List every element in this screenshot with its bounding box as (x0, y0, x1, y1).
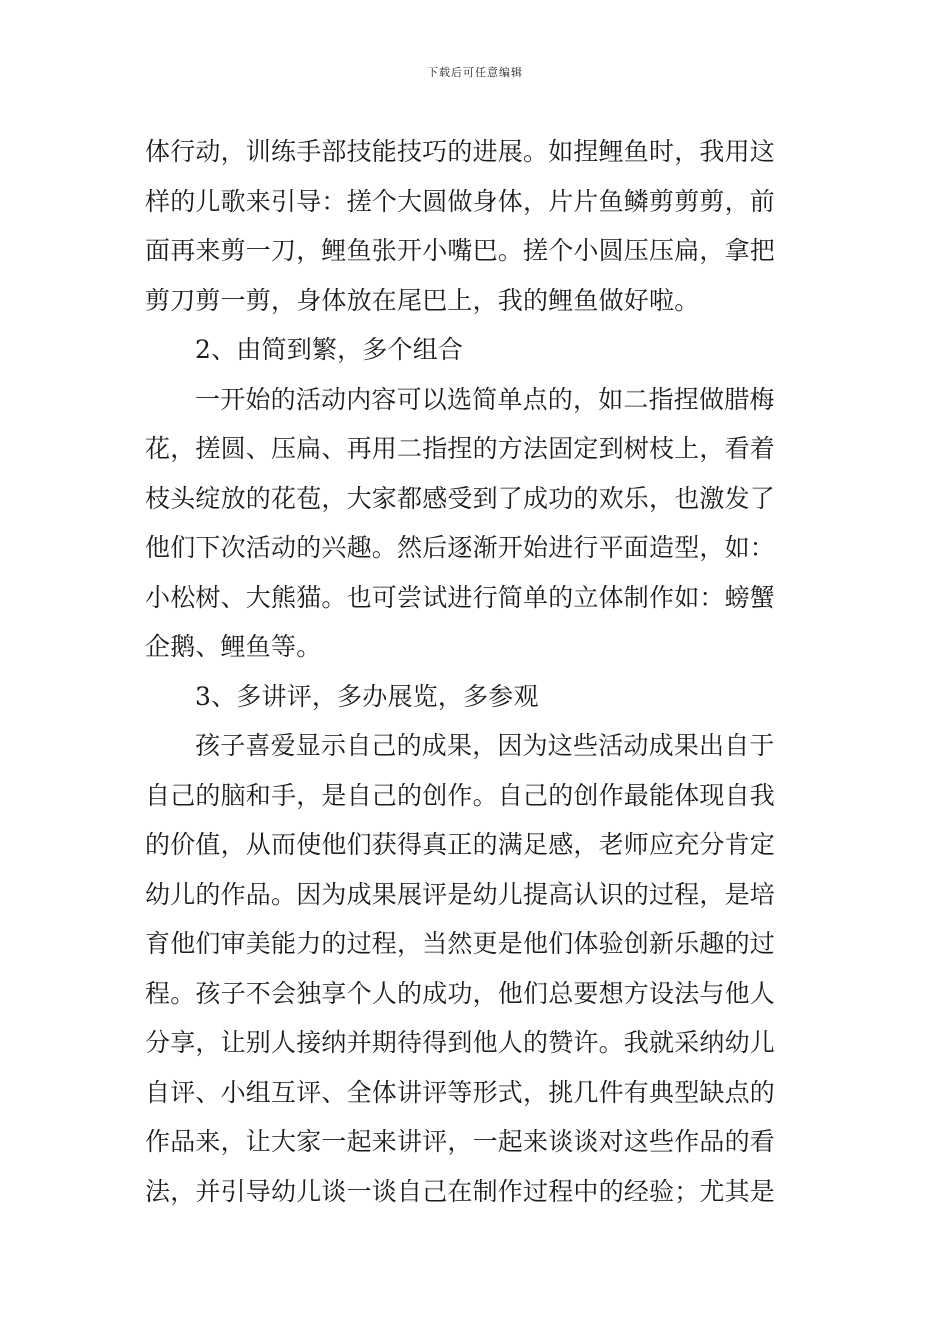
text-line: 体行动，训练手部技能技巧的进展。如捏鲤鱼时，我用这 (145, 137, 776, 166)
text-line: 自己的脑和手，是自己的创作。自己的创作最能体现自我 (145, 780, 776, 810)
page-header: 下载后可任意编辑 (427, 66, 523, 79)
section-heading: 3、多讲评，多办展览，多参观 (195, 681, 539, 711)
text-line: 企鹅、鲤鱼等。 (145, 632, 322, 661)
text-line: 小松树、大熊猫。也可尝试进行简单的立体制作如：螃蟹 (145, 582, 776, 612)
text-line: 幼儿的作品。因为成果展评是幼儿提高认识的过程，是培 (145, 879, 776, 909)
text-line: 育他们审美能力的过程，当然更是他们体验创新乐趣的过 (145, 929, 776, 958)
text-line: 他们下次活动的兴趣。然后逐渐开始进行平面造型，如： (145, 533, 776, 562)
text-line: 的价值，从而使他们获得真正的满足感，老师应充分肯定 (145, 830, 776, 859)
text-line: 枝头绽放的花苞，大家都感受到了成功的欢乐，也激发了 (145, 483, 776, 513)
text-line: 程。孩子不会独享个人的成功，他们总要想方设法与他人 (145, 978, 776, 1008)
paragraph-first-line: 孩子喜爱显示自己的成果，因为这些活动成果出自于 (195, 731, 775, 760)
text-line: 法，并引导幼儿谈一谈自己在制作过程中的经验；尤其是 (145, 1176, 776, 1206)
section-heading: 2、由简到繁，多个组合 (195, 335, 464, 364)
text-line: 自评、小组互评、全体讲评等形式，挑几件有典型缺点的 (145, 1077, 776, 1107)
text-line: 分享，让别人接纳并期待得到他人的赞许。我就采纳幼儿 (145, 1028, 776, 1057)
text-line: 面再来剪一刀，鲤鱼张开小嘴巴。搓个小圆压压扁，拿把 (145, 236, 776, 265)
text-line: 样的儿歌来引导：搓个大圆做身体，片片鱼鳞剪剪剪，前 (145, 186, 776, 216)
text-line: 剪刀剪一剪，身体放在尾巴上，我的鲤鱼做好啦。 (145, 285, 700, 315)
text-line: 花，搓圆、压扁、再用二指捏的方法固定到树枝上，看着 (145, 434, 776, 463)
text-line: 作品来，让大家一起来讲评，一起来谈谈对这些作品的看 (145, 1127, 776, 1156)
document-body (145, 127, 809, 1216)
paragraph-first-line: 一开始的活动内容可以选简单点的，如二指捏做腊梅 (195, 384, 775, 414)
